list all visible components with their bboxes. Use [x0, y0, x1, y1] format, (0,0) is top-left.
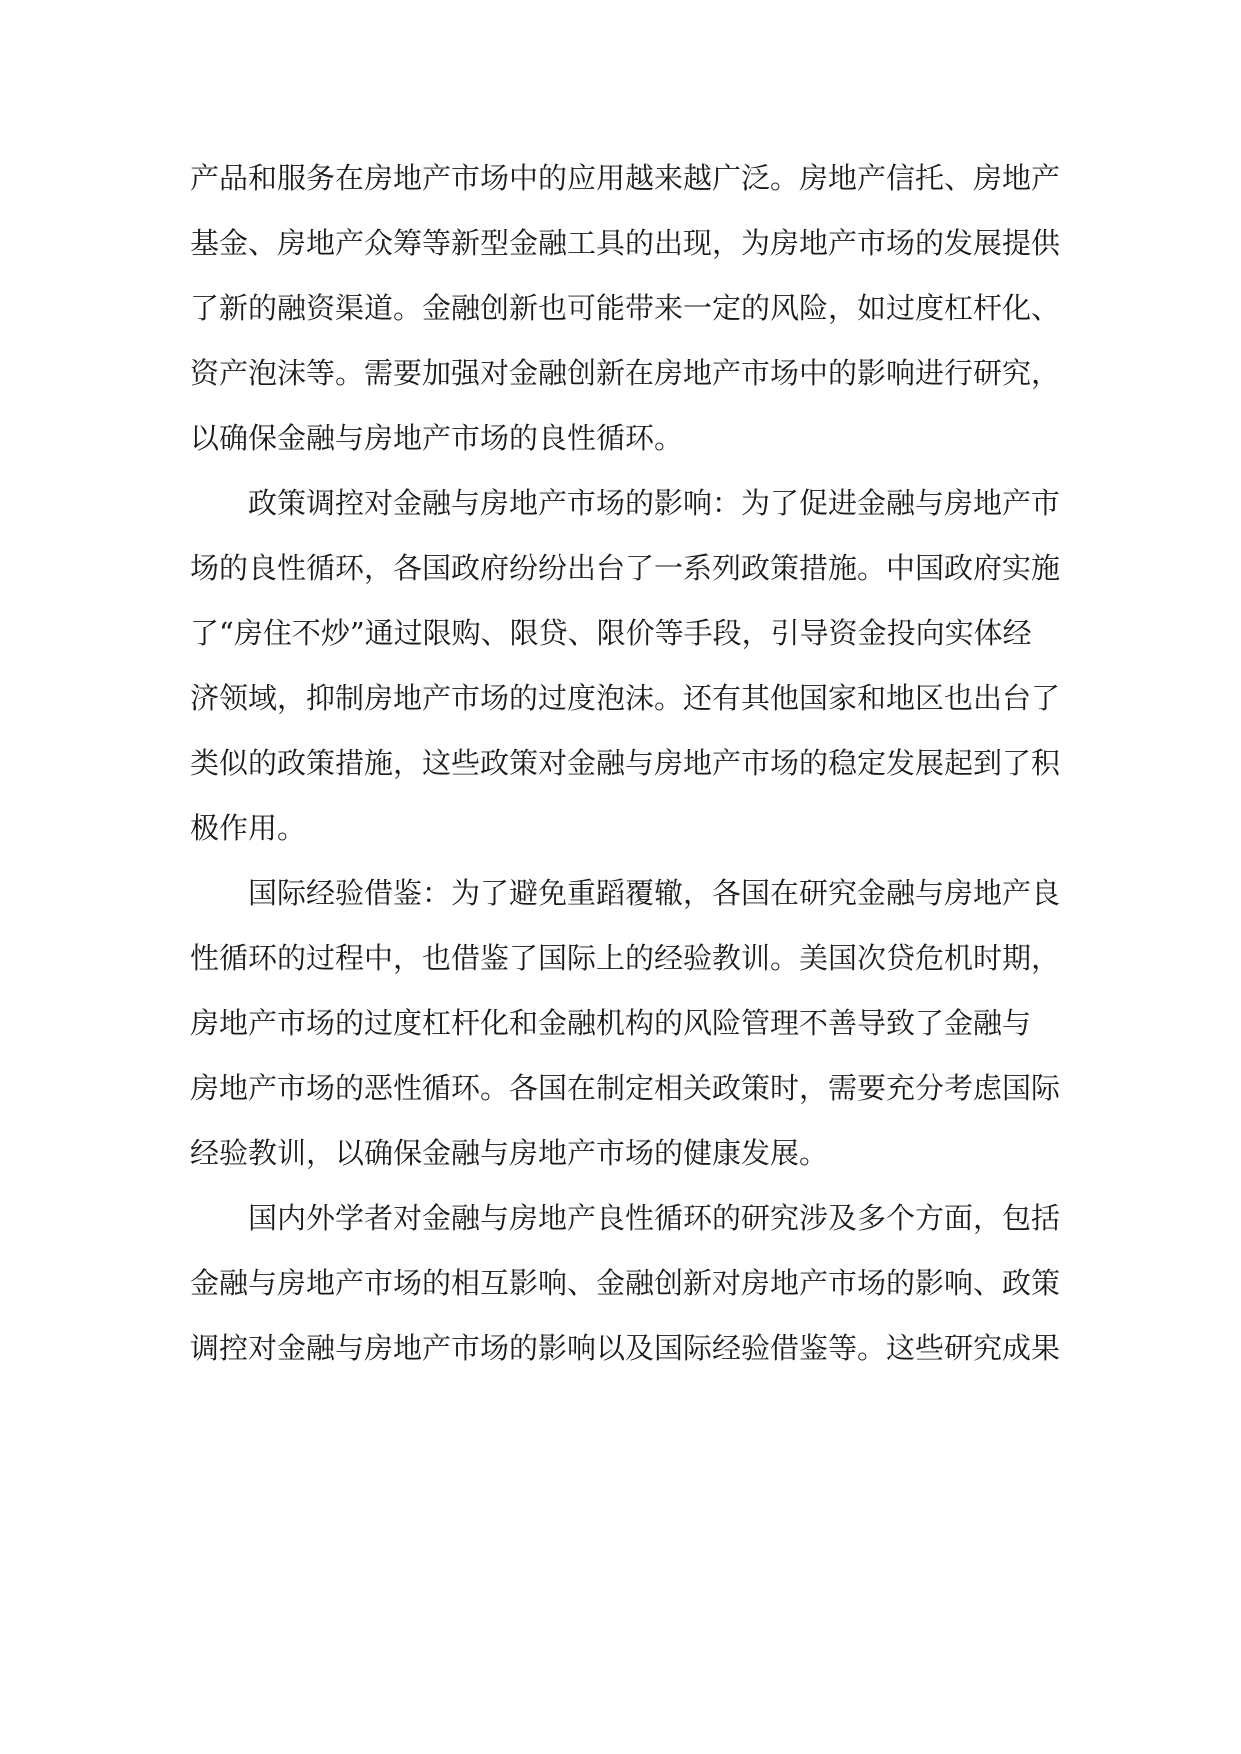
- paragraph-4: [190, 1186, 1070, 1381]
- text-line: 国内外学者对金融与房地产良性循环的研究涉及多个方面，包括: [248, 1201, 1061, 1235]
- text-line: 房地产市场的过度杠杆化和金融机构的风险管理不善导致了金融与: [190, 1006, 1032, 1040]
- text-line: 金融与房地产市场的相互影响、金融创新对房地产市场的影响、政策: [190, 1266, 1061, 1300]
- body-text: [190, 146, 1070, 1381]
- text-line: 了新的融资渠道。金融创新也可能带来一定的风险，如过度杠杆化、: [190, 291, 1061, 325]
- text-line: 政策调控对金融与房地产市场的影响：为了促进金融与房地产市: [248, 486, 1061, 520]
- text-line: 极作用。: [190, 811, 307, 845]
- text-line: 济领域，抑制房地产市场的过度泡沫。还有其他国家和地区也出台了: [190, 681, 1061, 715]
- paragraph-2: [190, 471, 1070, 861]
- paragraph-3: [190, 861, 1070, 1186]
- text-line: 以确保金融与房地产市场的良性循环。: [190, 421, 684, 455]
- text-line: 国际经验借鉴：为了避免重蹈覆辙，各国在研究金融与房地产良: [248, 876, 1061, 910]
- text-line: 类似的政策措施，这些政策对金融与房地产市场的稳定发展起到了积: [190, 746, 1061, 780]
- text-line: 产品和服务在房地产市场中的应用越来越广泛。房地产信托、房地产: [190, 161, 1061, 195]
- text-line: 房地产市场的恶性循环。各国在制定相关政策时，需要充分考虑国际: [190, 1071, 1061, 1105]
- paragraph-1: [190, 146, 1070, 471]
- text-line: 经验教训，以确保金融与房地产市场的健康发展。: [190, 1136, 829, 1170]
- text-line: 调控对金融与房地产市场的影响以及国际经验借鉴等。这些研究成果: [190, 1331, 1061, 1365]
- text-line: 资产泡沫等。需要加强对金融创新在房地产市场中的影响进行研究，: [190, 356, 1061, 390]
- text-line: 了“房住不炒”通过限购、限贷、限价等手段，引导资金投向实体经: [190, 616, 1032, 650]
- text-line: 基金、房地产众筹等新型金融工具的出现，为房地产市场的发展提供: [190, 226, 1061, 260]
- text-line: 场的良性循环，各国政府纷纷出台了一系列政策措施。中国政府实施: [190, 551, 1061, 585]
- text-line: 性循环的过程中，也借鉴了国际上的经验教训。美国次贷危机时期，: [190, 941, 1061, 975]
